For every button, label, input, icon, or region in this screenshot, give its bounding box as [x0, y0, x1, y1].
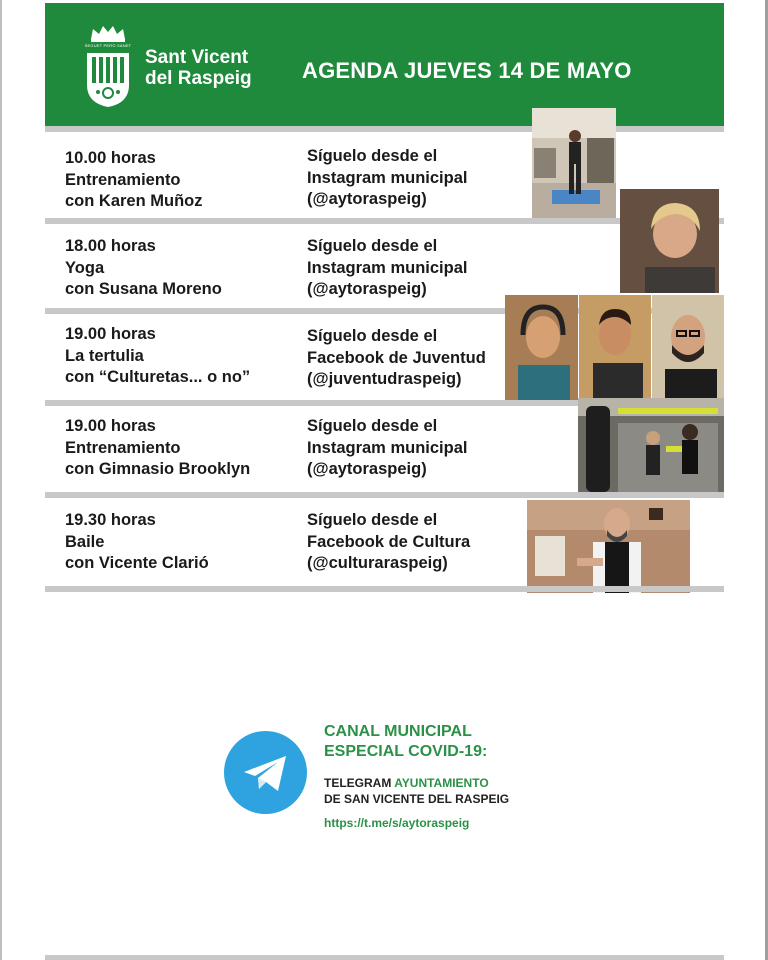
event-activity: Baile — [65, 532, 105, 551]
town-name — [145, 47, 252, 89]
event-host: con Vicente Clarió — [65, 554, 209, 572]
event-info — [65, 236, 222, 301]
event-channel — [307, 510, 470, 575]
telegram-heading-line2: ESPECIAL COVID-19: — [324, 743, 488, 760]
bottom-divider — [45, 955, 724, 960]
follow-text: Síguelo desde el — [307, 147, 438, 165]
event-activity: Entrenamiento — [65, 170, 181, 189]
follow-handle: (@aytoraspeig) — [307, 460, 427, 478]
follow-text: Síguelo desde el — [307, 237, 438, 255]
event-channel — [307, 326, 486, 391]
follow-handle: (@culturaraspeig) — [307, 554, 448, 572]
town-name-line1: Sant Vicent — [145, 47, 249, 68]
follow-text: Síguelo desde el — [307, 417, 438, 435]
telegram-channel-line2: DE SAN VICENTE DEL RASPEIG — [324, 792, 510, 806]
event-time: 19.00 horas — [65, 325, 156, 343]
event-channel — [307, 146, 467, 211]
telegram-link[interactable]: https://t.me/s/aytoraspeig — [324, 816, 470, 830]
follow-platform: Instagram municipal — [307, 258, 468, 277]
event-host: con Gimnasio Brooklyn — [65, 460, 251, 478]
telegram-ayuntamiento: AYUNTAMIENTO — [394, 776, 489, 790]
page-left-border — [0, 0, 2, 960]
follow-handle: (@juventudraspeig) — [307, 370, 462, 388]
follow-platform: Instagram municipal — [307, 438, 468, 457]
event-channel — [307, 236, 467, 301]
event-info — [65, 510, 209, 575]
follow-handle: (@aytoraspeig) — [307, 190, 427, 208]
follow-handle: (@aytoraspeig) — [307, 280, 427, 298]
town-name-line2: del Raspeig — [145, 68, 252, 89]
follow-platform: Facebook de Cultura — [307, 532, 471, 551]
telegram-heading-line1: CANAL MUNICIPAL — [324, 723, 472, 740]
event-host: con “Culturetas... o no” — [65, 368, 251, 386]
event-info — [65, 148, 203, 213]
event-activity: La tertulia — [65, 346, 144, 365]
event-activity: Entrenamiento — [65, 438, 181, 457]
crest-motto: SEGUET PERÒ SANET — [84, 43, 132, 48]
event-host: con Susana Moreno — [65, 280, 222, 298]
event-time: 19.30 horas — [65, 511, 156, 529]
header-banner — [45, 3, 724, 126]
follow-platform: Instagram municipal — [307, 168, 468, 187]
photo-dancer-vicente — [527, 500, 690, 593]
municipal-crest-logo — [83, 23, 133, 109]
event-channel — [307, 416, 467, 481]
telegram-icon[interactable] — [224, 731, 307, 814]
row-divider — [45, 586, 724, 592]
page-title: AGENDA JUEVES 14 DE MAYO — [302, 58, 632, 83]
event-activity: Yoga — [65, 258, 105, 277]
telegram-channel-name — [324, 775, 509, 807]
event-time: 18.00 horas — [65, 237, 156, 255]
follow-text: Síguelo desde el — [307, 511, 438, 529]
event-host: con Karen Muñoz — [65, 192, 203, 210]
photo-culturetas-panel — [505, 295, 724, 400]
event-info — [65, 416, 250, 481]
event-info — [65, 324, 250, 389]
photo-gym-brooklyn — [578, 398, 724, 494]
follow-text: Síguelo desde el — [307, 327, 438, 345]
photo-trainer-susana — [620, 189, 719, 293]
event-time: 19.00 horas — [65, 417, 156, 435]
photo-trainer-karen — [532, 108, 616, 218]
telegram-heading — [324, 722, 487, 762]
telegram-label: TELEGRAM — [324, 776, 395, 790]
event-time: 10.00 horas — [65, 149, 156, 167]
follow-platform: Facebook de Juventud — [307, 348, 486, 367]
